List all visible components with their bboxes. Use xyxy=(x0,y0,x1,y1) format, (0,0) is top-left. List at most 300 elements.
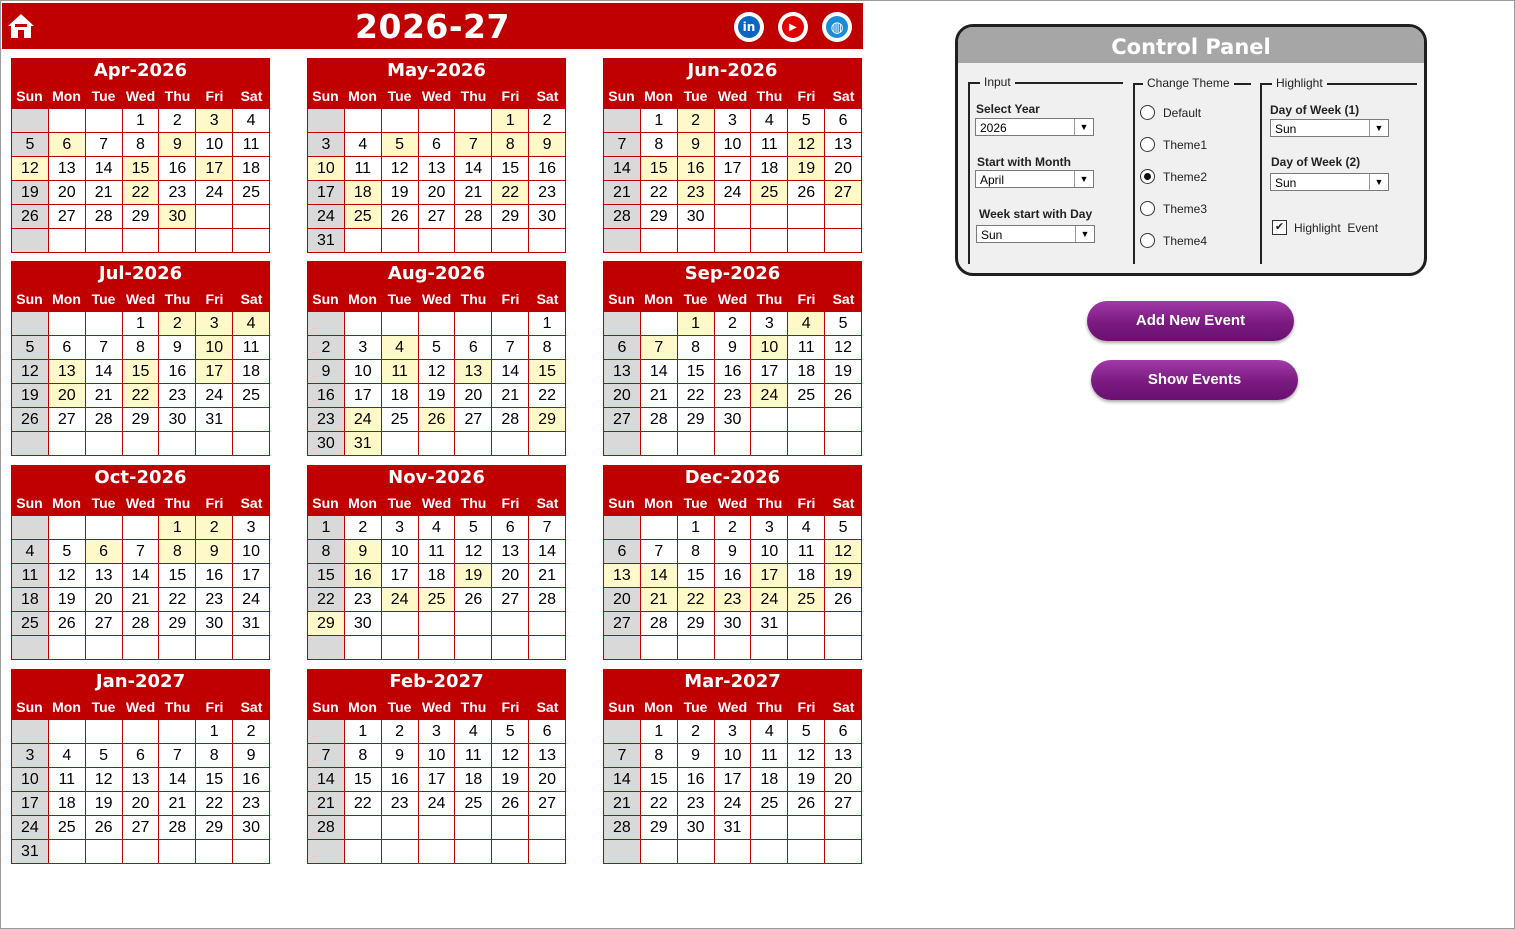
day-cell[interactable]: 5 xyxy=(788,109,825,133)
day-cell[interactable]: 31 xyxy=(715,816,752,840)
day-cell[interactable]: 9 xyxy=(196,540,233,564)
day-cell[interactable]: 13 xyxy=(455,360,492,384)
website-button[interactable] xyxy=(822,12,852,42)
day-cell[interactable]: 23 xyxy=(159,384,196,408)
day-cell[interactable]: 6 xyxy=(123,744,160,768)
day-cell[interactable]: 8 xyxy=(123,133,160,157)
day-cell[interactable]: 1 xyxy=(345,720,382,744)
day-cell[interactable]: 7 xyxy=(641,540,678,564)
day-cell[interactable]: 20 xyxy=(455,384,492,408)
day-cell[interactable]: 17 xyxy=(715,768,752,792)
day-cell[interactable]: 5 xyxy=(825,516,862,540)
day-cell[interactable]: 7 xyxy=(86,336,123,360)
day-cell[interactable]: 8 xyxy=(678,540,715,564)
day-cell[interactable]: 24 xyxy=(751,384,788,408)
day-cell[interactable]: 31 xyxy=(751,612,788,636)
day-cell[interactable]: 14 xyxy=(86,360,123,384)
day-cell[interactable]: 15 xyxy=(123,360,160,384)
day-cell[interactable]: 25 xyxy=(788,384,825,408)
day-cell[interactable]: 13 xyxy=(123,768,160,792)
day-cell[interactable]: 3 xyxy=(308,133,345,157)
day-cell[interactable]: 26 xyxy=(12,205,49,229)
day-cell[interactable]: 8 xyxy=(641,744,678,768)
day-cell[interactable]: 2 xyxy=(715,516,752,540)
day-cell[interactable]: 18 xyxy=(788,564,825,588)
day-cell[interactable]: 25 xyxy=(382,408,419,432)
day-cell[interactable]: 20 xyxy=(49,384,86,408)
day-cell[interactable]: 19 xyxy=(788,768,825,792)
day-cell[interactable]: 2 xyxy=(529,109,566,133)
day-cell[interactable]: 15 xyxy=(196,768,233,792)
day-cell[interactable]: 4 xyxy=(788,516,825,540)
day-cell[interactable]: 7 xyxy=(604,744,641,768)
day-cell[interactable]: 28 xyxy=(86,408,123,432)
day-cell[interactable]: 2 xyxy=(678,109,715,133)
day-cell[interactable]: 24 xyxy=(382,588,419,612)
day-cell[interactable]: 11 xyxy=(49,768,86,792)
theme-radio-default[interactable] xyxy=(1140,105,1201,120)
day-cell[interactable]: 11 xyxy=(345,157,382,181)
day-cell[interactable]: 9 xyxy=(529,133,566,157)
day-cell[interactable]: 16 xyxy=(715,564,752,588)
day-cell[interactable]: 6 xyxy=(492,516,529,540)
day-cell[interactable]: 8 xyxy=(159,540,196,564)
day-cell[interactable]: 28 xyxy=(308,816,345,840)
day-cell[interactable]: 30 xyxy=(529,205,566,229)
day-cell[interactable]: 23 xyxy=(678,181,715,205)
day-cell[interactable]: 9 xyxy=(345,540,382,564)
day-cell[interactable]: 1 xyxy=(123,109,160,133)
day-cell[interactable]: 26 xyxy=(825,384,862,408)
day-cell[interactable]: 30 xyxy=(715,408,752,432)
week-start-combo[interactable] xyxy=(976,225,1095,243)
day-cell[interactable]: 17 xyxy=(345,384,382,408)
day-cell[interactable]: 6 xyxy=(825,109,862,133)
day-cell[interactable]: 20 xyxy=(825,157,862,181)
day-cell[interactable]: 5 xyxy=(788,720,825,744)
add-new-event-button[interactable]: Add New Event xyxy=(1087,301,1294,341)
day-cell[interactable]: 11 xyxy=(751,744,788,768)
day-cell[interactable]: 22 xyxy=(196,792,233,816)
day-cell[interactable]: 8 xyxy=(345,744,382,768)
day-cell[interactable]: 29 xyxy=(678,408,715,432)
day-cell[interactable]: 27 xyxy=(529,792,566,816)
day-cell[interactable]: 19 xyxy=(12,181,49,205)
day-cell[interactable]: 12 xyxy=(49,564,86,588)
day-cell[interactable]: 28 xyxy=(455,205,492,229)
day-cell[interactable]: 13 xyxy=(604,360,641,384)
day-cell[interactable]: 3 xyxy=(196,109,233,133)
day-cell[interactable]: 17 xyxy=(751,564,788,588)
day-cell[interactable]: 7 xyxy=(529,516,566,540)
day-cell[interactable]: 12 xyxy=(825,336,862,360)
day-cell[interactable]: 5 xyxy=(49,540,86,564)
day-cell[interactable]: 4 xyxy=(233,312,270,336)
day-cell[interactable]: 18 xyxy=(419,564,456,588)
day-cell[interactable]: 24 xyxy=(12,816,49,840)
day-cell[interactable]: 1 xyxy=(492,109,529,133)
day-cell[interactable]: 11 xyxy=(455,744,492,768)
day-cell[interactable]: 19 xyxy=(492,768,529,792)
day-cell[interactable]: 29 xyxy=(492,205,529,229)
day-cell[interactable]: 14 xyxy=(86,157,123,181)
day-cell[interactable]: 11 xyxy=(233,336,270,360)
day-cell[interactable]: 12 xyxy=(788,744,825,768)
day-cell[interactable]: 27 xyxy=(123,816,160,840)
day-cell[interactable]: 8 xyxy=(123,336,160,360)
day-cell[interactable]: 3 xyxy=(751,312,788,336)
day-cell[interactable]: 15 xyxy=(492,157,529,181)
day-cell[interactable]: 4 xyxy=(345,133,382,157)
day-cell[interactable]: 23 xyxy=(382,792,419,816)
day-cell[interactable]: 17 xyxy=(751,360,788,384)
day-cell[interactable]: 19 xyxy=(86,792,123,816)
day-cell[interactable]: 17 xyxy=(12,792,49,816)
day-cell[interactable]: 27 xyxy=(455,408,492,432)
day-cell[interactable]: 30 xyxy=(308,432,345,456)
day-cell[interactable]: 15 xyxy=(678,564,715,588)
day-cell[interactable]: 2 xyxy=(715,312,752,336)
linkedin-button[interactable] xyxy=(734,12,764,42)
day-cell[interactable]: 15 xyxy=(345,768,382,792)
day-cell[interactable]: 6 xyxy=(86,540,123,564)
day-cell[interactable]: 27 xyxy=(49,408,86,432)
day-cell[interactable]: 4 xyxy=(419,516,456,540)
day-cell[interactable]: 21 xyxy=(123,588,160,612)
day-cell[interactable]: 23 xyxy=(345,588,382,612)
day-cell[interactable]: 28 xyxy=(641,408,678,432)
day-cell[interactable]: 9 xyxy=(678,133,715,157)
day-cell[interactable]: 18 xyxy=(455,768,492,792)
day-cell[interactable]: 31 xyxy=(345,432,382,456)
day-cell[interactable]: 26 xyxy=(788,792,825,816)
day-cell[interactable]: 23 xyxy=(233,792,270,816)
day-cell[interactable]: 5 xyxy=(12,336,49,360)
day-cell[interactable]: 19 xyxy=(49,588,86,612)
day-cell[interactable]: 10 xyxy=(751,336,788,360)
day-cell[interactable]: 7 xyxy=(86,133,123,157)
day-cell[interactable]: 30 xyxy=(159,408,196,432)
day-cell[interactable]: 24 xyxy=(751,588,788,612)
day-cell[interactable]: 1 xyxy=(159,516,196,540)
day-cell[interactable]: 14 xyxy=(641,360,678,384)
day-cell[interactable]: 29 xyxy=(196,816,233,840)
day-cell[interactable]: 5 xyxy=(12,133,49,157)
day-cell[interactable]: 25 xyxy=(788,588,825,612)
day-cell[interactable]: 12 xyxy=(382,157,419,181)
day-cell[interactable]: 9 xyxy=(715,336,752,360)
day-cell[interactable]: 4 xyxy=(233,109,270,133)
day-cell[interactable]: 14 xyxy=(492,360,529,384)
day-cell[interactable]: 7 xyxy=(123,540,160,564)
day-cell[interactable]: 16 xyxy=(196,564,233,588)
day-cell[interactable]: 21 xyxy=(86,384,123,408)
day-cell[interactable]: 11 xyxy=(788,540,825,564)
day-cell[interactable]: 21 xyxy=(455,181,492,205)
day-cell[interactable]: 14 xyxy=(455,157,492,181)
day-cell[interactable]: 4 xyxy=(12,540,49,564)
day-cell[interactable]: 10 xyxy=(233,540,270,564)
day-cell[interactable]: 2 xyxy=(159,109,196,133)
day-cell[interactable]: 24 xyxy=(345,408,382,432)
day-cell[interactable]: 19 xyxy=(455,564,492,588)
day-cell[interactable]: 11 xyxy=(12,564,49,588)
day-cell[interactable]: 27 xyxy=(825,181,862,205)
day-cell[interactable]: 12 xyxy=(86,768,123,792)
day-cell[interactable]: 16 xyxy=(678,157,715,181)
day-cell[interactable]: 19 xyxy=(12,384,49,408)
day-cell[interactable]: 7 xyxy=(604,133,641,157)
day-cell[interactable]: 18 xyxy=(382,384,419,408)
day-cell[interactable]: 4 xyxy=(49,744,86,768)
day-cell[interactable]: 22 xyxy=(678,588,715,612)
day-cell[interactable]: 18 xyxy=(751,157,788,181)
day-cell[interactable]: 26 xyxy=(12,408,49,432)
day-cell[interactable]: 2 xyxy=(308,336,345,360)
day-cell[interactable]: 5 xyxy=(455,516,492,540)
day-cell[interactable]: 21 xyxy=(529,564,566,588)
day-cell[interactable]: 2 xyxy=(196,516,233,540)
day-cell[interactable]: 30 xyxy=(159,205,196,229)
day-cell[interactable]: 27 xyxy=(825,792,862,816)
day-cell[interactable]: 18 xyxy=(788,360,825,384)
day-cell[interactable]: 29 xyxy=(641,205,678,229)
day-cell[interactable]: 11 xyxy=(751,133,788,157)
day-cell[interactable]: 12 xyxy=(12,360,49,384)
day-cell[interactable]: 10 xyxy=(715,133,752,157)
day-cell[interactable]: 26 xyxy=(825,588,862,612)
day-cell[interactable]: 15 xyxy=(678,360,715,384)
day-cell[interactable]: 4 xyxy=(751,109,788,133)
day-cell[interactable]: 20 xyxy=(123,792,160,816)
dow1-combo[interactable] xyxy=(1270,119,1389,137)
day-cell[interactable]: 2 xyxy=(382,720,419,744)
day-cell[interactable]: 16 xyxy=(345,564,382,588)
start-month-combo[interactable] xyxy=(975,170,1094,188)
day-cell[interactable]: 15 xyxy=(308,564,345,588)
day-cell[interactable]: 12 xyxy=(788,133,825,157)
day-cell[interactable]: 16 xyxy=(308,384,345,408)
day-cell[interactable]: 30 xyxy=(678,816,715,840)
day-cell[interactable]: 18 xyxy=(233,360,270,384)
day-cell[interactable]: 3 xyxy=(12,744,49,768)
day-cell[interactable]: 29 xyxy=(159,612,196,636)
day-cell[interactable]: 20 xyxy=(825,768,862,792)
day-cell[interactable]: 18 xyxy=(49,792,86,816)
day-cell[interactable]: 25 xyxy=(49,816,86,840)
theme-radio-theme4[interactable] xyxy=(1140,233,1207,248)
theme-radio-theme2[interactable] xyxy=(1140,169,1207,184)
youtube-button[interactable] xyxy=(778,12,808,42)
day-cell[interactable]: 16 xyxy=(715,360,752,384)
day-cell[interactable]: 25 xyxy=(233,181,270,205)
day-cell[interactable]: 24 xyxy=(196,181,233,205)
day-cell[interactable]: 17 xyxy=(419,768,456,792)
day-cell[interactable]: 10 xyxy=(308,157,345,181)
day-cell[interactable]: 22 xyxy=(123,384,160,408)
day-cell[interactable]: 17 xyxy=(715,157,752,181)
day-cell[interactable]: 31 xyxy=(196,408,233,432)
day-cell[interactable]: 9 xyxy=(678,744,715,768)
highlight-event-checkbox[interactable] xyxy=(1272,220,1378,235)
day-cell[interactable]: 14 xyxy=(641,564,678,588)
day-cell[interactable]: 9 xyxy=(159,133,196,157)
day-cell[interactable]: 21 xyxy=(604,792,641,816)
day-cell[interactable]: 28 xyxy=(492,408,529,432)
day-cell[interactable]: 24 xyxy=(308,205,345,229)
day-cell[interactable]: 20 xyxy=(419,181,456,205)
day-cell[interactable]: 16 xyxy=(159,360,196,384)
day-cell[interactable]: 17 xyxy=(382,564,419,588)
day-cell[interactable]: 4 xyxy=(455,720,492,744)
day-cell[interactable]: 6 xyxy=(825,720,862,744)
day-cell[interactable]: 25 xyxy=(419,588,456,612)
day-cell[interactable]: 25 xyxy=(12,612,49,636)
day-cell[interactable]: 27 xyxy=(604,612,641,636)
day-cell[interactable]: 26 xyxy=(86,816,123,840)
day-cell[interactable]: 5 xyxy=(86,744,123,768)
day-cell[interactable]: 23 xyxy=(196,588,233,612)
day-cell[interactable]: 14 xyxy=(159,768,196,792)
day-cell[interactable]: 27 xyxy=(604,408,641,432)
day-cell[interactable]: 10 xyxy=(196,133,233,157)
day-cell[interactable]: 1 xyxy=(678,312,715,336)
day-cell[interactable]: 22 xyxy=(492,181,529,205)
day-cell[interactable]: 13 xyxy=(86,564,123,588)
day-cell[interactable]: 11 xyxy=(382,360,419,384)
day-cell[interactable]: 11 xyxy=(233,133,270,157)
day-cell[interactable]: 13 xyxy=(529,744,566,768)
day-cell[interactable]: 5 xyxy=(492,720,529,744)
day-cell[interactable]: 3 xyxy=(715,109,752,133)
day-cell[interactable]: 31 xyxy=(12,840,49,864)
day-cell[interactable]: 23 xyxy=(678,792,715,816)
day-cell[interactable]: 29 xyxy=(678,612,715,636)
day-cell[interactable]: 3 xyxy=(419,720,456,744)
day-cell[interactable]: 8 xyxy=(641,133,678,157)
day-cell[interactable]: 23 xyxy=(308,408,345,432)
day-cell[interactable]: 6 xyxy=(419,133,456,157)
day-cell[interactable]: 21 xyxy=(86,181,123,205)
day-cell[interactable]: 12 xyxy=(419,360,456,384)
day-cell[interactable]: 19 xyxy=(825,564,862,588)
day-cell[interactable]: 5 xyxy=(419,336,456,360)
day-cell[interactable]: 15 xyxy=(529,360,566,384)
day-cell[interactable]: 7 xyxy=(492,336,529,360)
day-cell[interactable]: 14 xyxy=(529,540,566,564)
day-cell[interactable]: 26 xyxy=(49,612,86,636)
day-cell[interactable]: 1 xyxy=(678,516,715,540)
day-cell[interactable]: 27 xyxy=(86,612,123,636)
day-cell[interactable]: 21 xyxy=(308,792,345,816)
day-cell[interactable]: 15 xyxy=(641,768,678,792)
day-cell[interactable]: 1 xyxy=(641,720,678,744)
day-cell[interactable]: 14 xyxy=(308,768,345,792)
day-cell[interactable]: 11 xyxy=(419,540,456,564)
day-cell[interactable]: 10 xyxy=(382,540,419,564)
day-cell[interactable]: 8 xyxy=(529,336,566,360)
day-cell[interactable]: 18 xyxy=(751,768,788,792)
day-cell[interactable]: 6 xyxy=(49,336,86,360)
day-cell[interactable]: 21 xyxy=(641,384,678,408)
day-cell[interactable]: 21 xyxy=(159,792,196,816)
day-cell[interactable]: 20 xyxy=(529,768,566,792)
day-cell[interactable]: 28 xyxy=(604,816,641,840)
day-cell[interactable]: 18 xyxy=(12,588,49,612)
day-cell[interactable]: 10 xyxy=(751,540,788,564)
day-cell[interactable]: 25 xyxy=(455,792,492,816)
day-cell[interactable]: 31 xyxy=(233,612,270,636)
day-cell[interactable]: 5 xyxy=(382,133,419,157)
day-cell[interactable]: 28 xyxy=(86,205,123,229)
day-cell[interactable]: 24 xyxy=(233,588,270,612)
day-cell[interactable]: 29 xyxy=(641,816,678,840)
day-cell[interactable]: 25 xyxy=(345,205,382,229)
day-cell[interactable]: 9 xyxy=(159,336,196,360)
day-cell[interactable]: 7 xyxy=(308,744,345,768)
day-cell[interactable]: 16 xyxy=(159,157,196,181)
day-cell[interactable]: 12 xyxy=(12,157,49,181)
day-cell[interactable]: 31 xyxy=(308,229,345,253)
day-cell[interactable]: 6 xyxy=(604,540,641,564)
day-cell[interactable]: 13 xyxy=(825,744,862,768)
day-cell[interactable]: 17 xyxy=(233,564,270,588)
day-cell[interactable]: 10 xyxy=(196,336,233,360)
day-cell[interactable]: 23 xyxy=(715,588,752,612)
day-cell[interactable]: 16 xyxy=(678,768,715,792)
day-cell[interactable]: 2 xyxy=(678,720,715,744)
day-cell[interactable]: 24 xyxy=(419,792,456,816)
day-cell[interactable]: 20 xyxy=(604,588,641,612)
day-cell[interactable]: 14 xyxy=(604,157,641,181)
day-cell[interactable]: 22 xyxy=(123,181,160,205)
day-cell[interactable]: 12 xyxy=(492,744,529,768)
day-cell[interactable]: 27 xyxy=(49,205,86,229)
day-cell[interactable]: 3 xyxy=(345,336,382,360)
day-cell[interactable]: 4 xyxy=(382,336,419,360)
day-cell[interactable]: 8 xyxy=(196,744,233,768)
day-cell[interactable]: 1 xyxy=(308,516,345,540)
day-cell[interactable]: 28 xyxy=(123,612,160,636)
day-cell[interactable]: 20 xyxy=(492,564,529,588)
day-cell[interactable]: 29 xyxy=(308,612,345,636)
day-cell[interactable]: 23 xyxy=(159,181,196,205)
day-cell[interactable]: 17 xyxy=(196,360,233,384)
day-cell[interactable]: 29 xyxy=(123,205,160,229)
day-cell[interactable]: 3 xyxy=(233,516,270,540)
day-cell[interactable]: 18 xyxy=(233,157,270,181)
day-cell[interactable]: 15 xyxy=(123,157,160,181)
day-cell[interactable]: 23 xyxy=(529,181,566,205)
day-cell[interactable]: 16 xyxy=(529,157,566,181)
day-cell[interactable]: 2 xyxy=(345,516,382,540)
day-cell[interactable]: 3 xyxy=(196,312,233,336)
day-cell[interactable]: 19 xyxy=(382,181,419,205)
day-cell[interactable]: 23 xyxy=(715,384,752,408)
day-cell[interactable]: 21 xyxy=(492,384,529,408)
day-cell[interactable]: 24 xyxy=(715,181,752,205)
day-cell[interactable]: 14 xyxy=(604,768,641,792)
day-cell[interactable]: 10 xyxy=(345,360,382,384)
day-cell[interactable]: 8 xyxy=(308,540,345,564)
day-cell[interactable]: 10 xyxy=(12,768,49,792)
day-cell[interactable]: 30 xyxy=(196,612,233,636)
theme-radio-theme1[interactable] xyxy=(1140,137,1207,152)
day-cell[interactable]: 8 xyxy=(492,133,529,157)
day-cell[interactable]: 22 xyxy=(159,588,196,612)
day-cell[interactable]: 9 xyxy=(382,744,419,768)
day-cell[interactable]: 10 xyxy=(419,744,456,768)
